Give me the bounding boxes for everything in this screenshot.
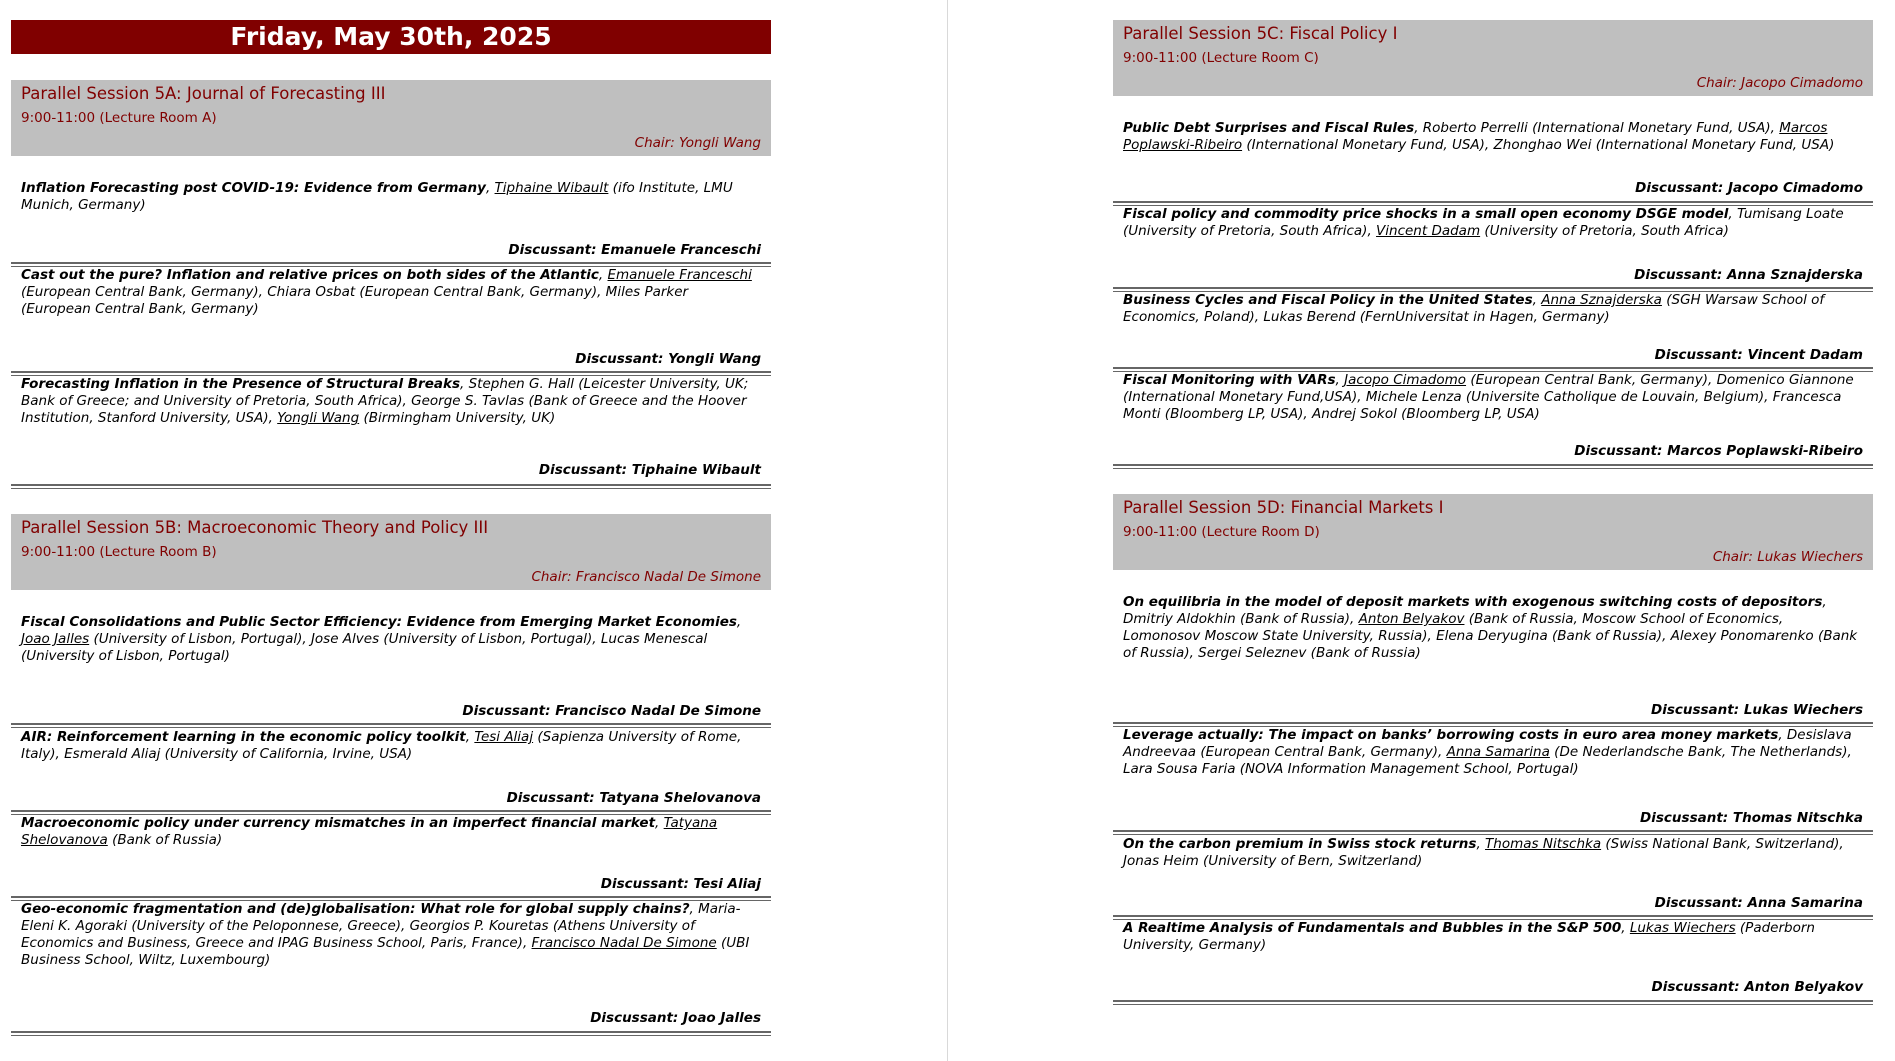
session-5a: [11, 80, 771, 156]
discussant: Discussant: Anton Belyakov: [1651, 979, 1863, 995]
discussant: Discussant: Marcos Poplawski-Ribeiro: [1574, 443, 1863, 459]
discussant: Discussant: Anna Sznajderska: [1634, 267, 1863, 283]
paper-text: [1123, 292, 1863, 326]
divider-rule: [1113, 1000, 1873, 1005]
paper-text: [21, 901, 761, 969]
session-header: [11, 514, 771, 590]
paper-authors-pre: ,: [655, 815, 664, 831]
paper-authors-pre: , Roberto Perrelli (International Monetary Fund, USA),: [1414, 120, 1780, 136]
presenter-name: Emanuele Franceschi: [607, 267, 752, 283]
session-title: Parallel Session 5C: Fiscal Policy I: [1123, 24, 1398, 43]
paper-title: A Realtime Analysis of Fundamentals and Bubbles in the S&P 500: [1123, 920, 1622, 936]
paper-authors-pre: ,: [736, 614, 742, 630]
presenter-name: Tiphaine Wibault: [494, 180, 609, 196]
presenter-name: Francisco Nadal De Simone: [531, 935, 717, 951]
session-header: [1113, 494, 1873, 570]
discussant: Discussant: Yongli Wang: [575, 351, 761, 367]
paper-authors-post: (Swiss National Bank, Switzerland), Jonas Heim (University of Bern, Switzerland): [1123, 836, 1844, 869]
paper-authors-post: (Paderborn University, Germany): [1123, 920, 1815, 953]
paper-title: Fiscal Consolidations and Public Sector Efficiency: Evidence from Emerging Market Economies: [21, 614, 737, 630]
discussant: Discussant: Emanuele Franceschi: [508, 242, 761, 258]
session-5b: [11, 514, 771, 590]
discussant: Discussant: Anna Samarina: [1654, 895, 1863, 911]
paper-title: Leverage actually: The impact on banks’ borrowing costs in euro area money markets: [1123, 727, 1779, 743]
divider-rule: [11, 723, 771, 728]
divider-rule: [11, 484, 771, 489]
paper-title: Cast out the pure? Inflation and relative prices on both sides of the Atlantic: [21, 267, 599, 283]
divider-rule: [1113, 464, 1873, 469]
presenter-name: Thomas Nitschka: [1485, 836, 1602, 852]
paper-title: Geo-economic fragmentation and (de)globalisation: What role for global supply chains?: [21, 901, 690, 917]
paper-authors-pre: ,: [598, 267, 608, 283]
paper-authors-pre: , Desislava Andreevaa (European Central Bank, Germany),: [1123, 727, 1852, 760]
paper-text: [1123, 372, 1863, 423]
discussant: Discussant: Tesi Aliaj: [600, 876, 761, 892]
paper-authors-post: (University of Lisbon, Portugal), Jose Alves (University of Lisbon, Portugal), Lucas Menescal (University of Lisbon, Portugal): [21, 631, 708, 664]
paper-title: On the carbon premium in Swiss stock returns: [1123, 836, 1477, 852]
discussant: Discussant: Joao Jalles: [590, 1010, 761, 1026]
paper-authors-post: (Birmingham University, UK): [359, 410, 556, 426]
presenter-name: Lukas Wiechers: [1629, 920, 1736, 936]
discussant: Discussant: Francisco Nadal De Simone: [462, 703, 761, 719]
session-5c: [1113, 20, 1873, 96]
paper-authors-post: (European Central Bank, Germany), Chiara Osbat (European Central Bank, Germany), Miles Parker (European Central Bank, Germany): [21, 284, 689, 317]
paper-text: [1123, 836, 1863, 870]
presenter-name: Marcos Poplawski-Ribeiro: [1123, 120, 1828, 153]
paper-authors-pre: ,: [1621, 920, 1630, 936]
paper-text: [21, 729, 761, 763]
session-time: 9:00-11:00 (Lecture Room D): [1123, 524, 1320, 540]
paper-authors-pre: , Stephen G. Hall (Leicester University, UK; Bank of Greece; and University of Pretoria, South Africa), George S. Tavlas (Bank of Greece and the Hoover Institution, Stanford University, USA),: [21, 376, 749, 426]
paper-authors-post: (UBI Business School, Wiltz, Luxembourg): [21, 935, 750, 968]
paper-authors-pre: , Tumisang Loate (University of Pretoria, South Africa),: [1123, 206, 1844, 239]
paper-authors-post: (Bank of Russia): [107, 832, 223, 848]
session-5d: [1113, 494, 1873, 570]
presenter-name: Joao Jalles: [21, 631, 90, 647]
paper-text: [21, 614, 761, 665]
session-title: Parallel Session 5D: Financial Markets I: [1123, 498, 1444, 517]
paper-title: Fiscal policy and commodity price shocks in a small open economy DSGE model: [1123, 206, 1729, 222]
divider-rule: [11, 1031, 771, 1036]
paper-authors-pre: ,: [485, 180, 495, 196]
paper-text: [1123, 594, 1863, 662]
presenter-name: Anna Samarina: [1446, 744, 1550, 760]
paper-authors-pre: ,: [1476, 836, 1486, 852]
paper-text: [21, 376, 761, 427]
paper-authors-pre: , Maria-Eleni K. Agoraki (University of the Peloponnese, Greece), Georgios P. Kouretas (Athens University of Economics and Business, Greece and IPAG Business School, Paris, France),: [21, 901, 741, 951]
paper-authors-post: (Bank of Russia, Moscow School of Economics, Lomonosov Moscow State University, Russia), Elena Deryugina (Bank of Russia), Alexey Ponomarenko (Bank of Russia), Sergei Seleznev (Bank of Russia): [1123, 611, 1858, 661]
paper-text: [21, 180, 761, 214]
paper-authors-pre: , Dmitriy Aldokhin (Bank of Russia),: [1123, 594, 1827, 627]
presenter-name: Anton Belyakov: [1358, 611, 1465, 627]
discussant: Discussant: Jacopo Cimadomo: [1635, 180, 1863, 196]
paper-text: [1123, 206, 1863, 240]
session-chair: Chair: Lukas Wiechers: [1712, 549, 1863, 565]
paper-text: [21, 267, 761, 318]
paper-authors-pre: ,: [465, 729, 475, 745]
session-header: [11, 80, 771, 156]
paper-title: Fiscal Monitoring with VARs: [1123, 372, 1336, 388]
session-time: 9:00-11:00 (Lecture Room A): [21, 110, 217, 126]
discussant: Discussant: Tiphaine Wibault: [538, 462, 761, 478]
day-banner: Friday, May 30th, 2025: [11, 20, 771, 54]
paper-text: [1123, 120, 1863, 154]
page-divider: [947, 0, 948, 1061]
paper-authors-post: (International Monetary Fund, USA), Zhonghao Wei (International Monetary Fund, USA): [1242, 137, 1835, 153]
paper-title: Business Cycles and Fiscal Policy in the United States: [1123, 292, 1533, 308]
presenter-name: Yongli Wang: [277, 410, 360, 426]
paper-text: [21, 815, 761, 849]
discussant: Discussant: Vincent Dadam: [1654, 347, 1863, 363]
session-time: 9:00-11:00 (Lecture Room C): [1123, 50, 1319, 66]
paper-authors-pre: ,: [1335, 372, 1345, 388]
paper-title: On equilibria in the model of deposit markets with exogenous switching costs of depositors: [1123, 594, 1823, 610]
session-title: Parallel Session 5B: Macroeconomic Theory and Policy III: [21, 518, 489, 537]
paper-authors-post: (European Central Bank, Germany), Domenico Giannone (International Monetary Fund,USA), Michele Lenza (Universite Catholique de Louvain, Belgium), Francesca Monti (Bloomberg LP, USA), Andrej Sokol (Bloomberg LP, USA): [1123, 372, 1854, 422]
divider-rule: [1113, 830, 1873, 835]
paper-title: AIR: Reinforcement learning in the economic policy toolkit: [21, 729, 466, 745]
session-chair: Chair: Jacopo Cimadomo: [1696, 75, 1863, 91]
presenter-name: Jacopo Cimadomo: [1344, 372, 1467, 388]
presenter-name: Anna Sznajderska: [1541, 292, 1662, 308]
session-header: [1113, 20, 1873, 96]
paper-text: [1123, 727, 1863, 778]
session-time: 9:00-11:00 (Lecture Room B): [21, 544, 217, 560]
discussant: Discussant: Tatyana Shelovanova: [506, 790, 761, 806]
session-chair: Chair: Francisco Nadal De Simone: [531, 569, 761, 585]
discussant: Discussant: Lukas Wiechers: [1651, 702, 1863, 718]
paper-authors-pre: ,: [1532, 292, 1542, 308]
paper-text: [1123, 920, 1863, 954]
paper-title: Public Debt Surprises and Fiscal Rules: [1123, 120, 1415, 136]
paper-authors-post: (University of Pretoria, South Africa): [1480, 223, 1729, 239]
presenter-name: Tesi Aliaj: [474, 729, 534, 745]
paper-authors-post: (De Nederlandsche Bank, The Netherlands), Lara Sousa Faria (NOVA Information Management School, Portugal): [1123, 744, 1852, 777]
presenter-name: Vincent Dadam: [1376, 223, 1481, 239]
paper-authors-post: (ifo Institute, LMU Munich, Germany): [21, 180, 733, 213]
discussant: Discussant: Thomas Nitschka: [1640, 810, 1863, 826]
paper-title: Macroeconomic policy under currency mismatches in an imperfect financial market: [21, 815, 656, 831]
paper-title: Inflation Forecasting post COVID-19: Evidence from Germany: [21, 180, 486, 196]
presenter-name: Tatyana Shelovanova: [21, 815, 718, 848]
session-chair: Chair: Yongli Wang: [634, 135, 761, 151]
session-title: Parallel Session 5A: Journal of Forecasting III: [21, 84, 386, 103]
paper-title: Forecasting Inflation in the Presence of Structural Breaks: [21, 376, 460, 392]
paper-authors-post: (Sapienza University of Rome, Italy), Esmerald Aliaj (University of California, Irvine, USA): [21, 729, 742, 762]
paper-authors-post: (SGH Warsaw School of Economics, Poland), Lukas Berend (FernUniversitat in Hagen, Germany): [1123, 292, 1825, 325]
